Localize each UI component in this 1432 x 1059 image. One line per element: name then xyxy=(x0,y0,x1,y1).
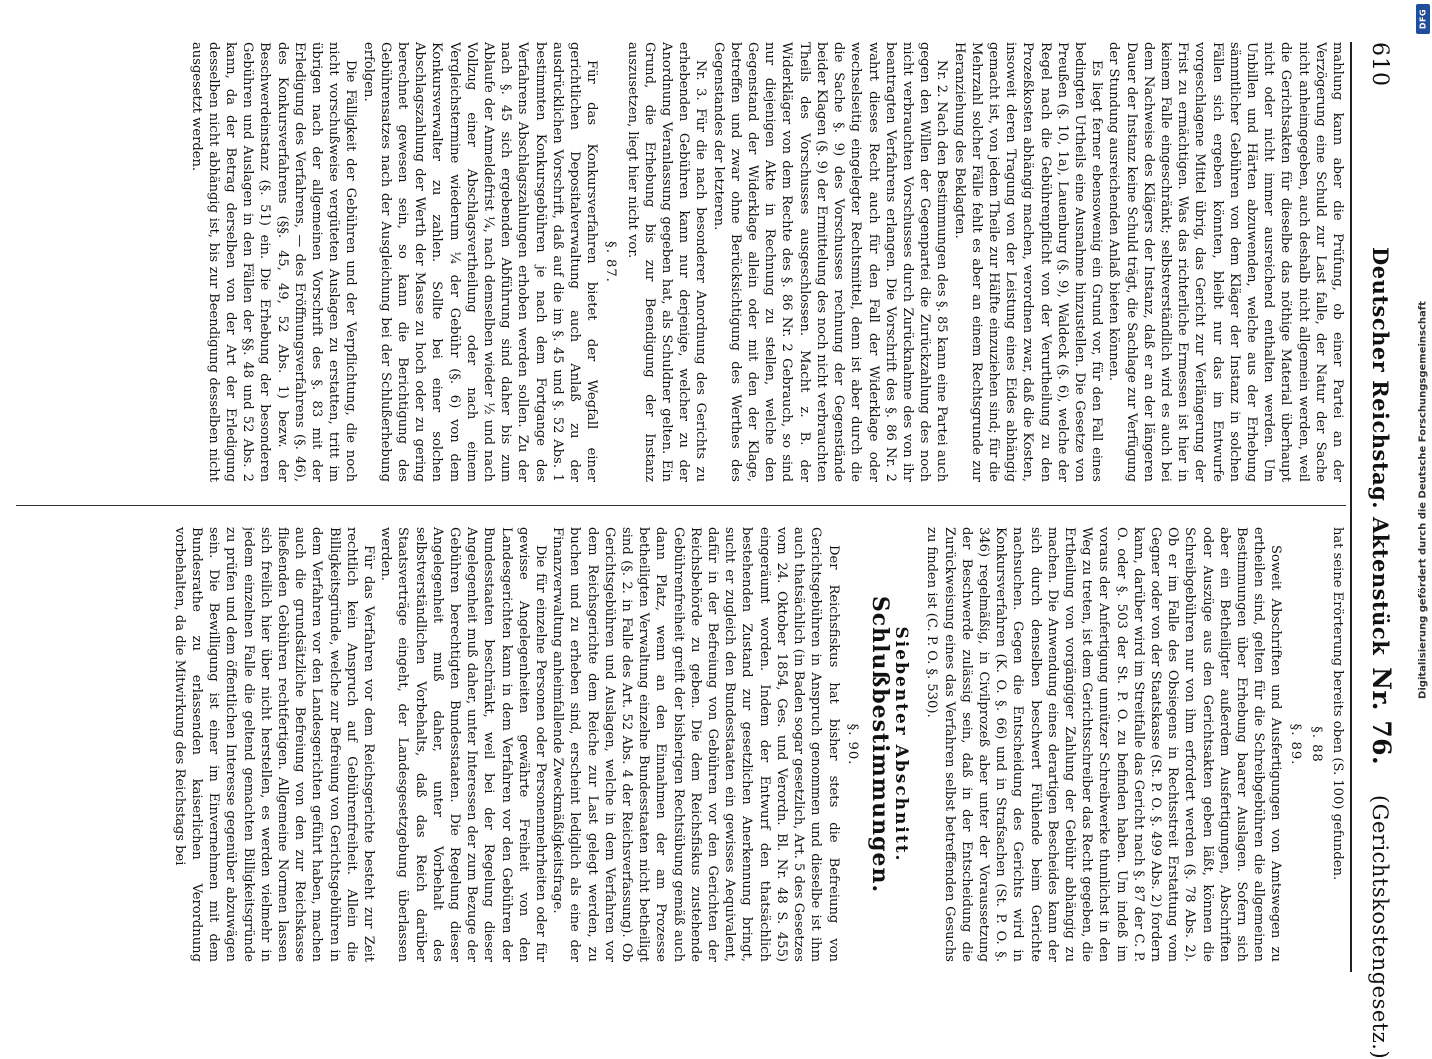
section-mark-90: §. 90. xyxy=(844,723,860,766)
aktenstueck-label: Aktenstück xyxy=(1368,516,1393,656)
digitization-notice-text: Digitalisierung gefördert durch die Deutsche Forschungsgemeinschaft xyxy=(1417,301,1429,699)
paragraph: Für das Verfahren vor dem Reichsgerichte besteht zur Zeit rechtlich kein Anspruch auf Gebührenfreiheit. Allein die Billigkeitsgründe, welche zur Befreiung von Gerichtsgebühren in dem Verfahren vor den Landesgerichten geführt haben, machen auch die grundsätzliche Befreiung von den zur Reichskasse fließenden Gebühren rechtfertigen. Allgemeine Normen lassen sich freilich hier über nicht herstellen, es werden vielmehr in jedem einzelnen Falle die geltend gemachten Billigkeitsgründe zu prüfen und dem öffentlichen Interesse gegenüber abzuwägen sein. Die Bewilligung ist einer im Einvernehmen mit dem Bundesrathe zu erlassenden kaiserlichen Verordnung vorbehalten, da die Mitwirkung des Reichstags bei xyxy=(171,527,377,962)
paragraph: Für das Konkursverfahren bietet der Wegfall einer gerichtlichen Depositalverwaltung auch Anlaß zu der ausdrücklichen Vorschrift, daß auf die im §. 45 und §. 52 Abs. 1 bestimmten Konkursgebühren je nach dem Fortgange des Verfahrens Abschlagszahlungen erhoben werden sollen. Zu der nach §. 45 sich ergebenden Abführung sind daher bis zum Ablaufe der Anmeldefrist ¼, nach demselben wieder ½ und nach Vollzug einer Abschlagsvertheilung oder nach einem Vergleichstermine wiederum ¼ der Gebühr (§. 6) von dem Konkursverwalter zu zahlen. Sollte bei einer solchen Abschlagszahlung der Werth der Masse zu hoch oder zu gering berechnet gewesen sein, so kann die Berichtigung des Gebührensatzes nach der Ausgleichung bei der Schlußerhebung erfolgen. xyxy=(360,42,600,482)
column-divider xyxy=(16,505,1346,506)
dfg-logo-text: DFG xyxy=(1418,8,1428,30)
section-mark-89: §. 89. xyxy=(1287,723,1303,766)
dfg-logo xyxy=(1416,4,1430,34)
page-number: 610 xyxy=(1367,42,1392,87)
running-title-text: Deutscher Reichstag. xyxy=(1368,247,1393,510)
paragraph: Es liegt ferner ebensowenig ein Grund vor, für den Fall eines bedingten Urtheils eine Ausnahme hinzustellen. Die Gesetze von Preußen (§. 10, 1a), Lauenburg (§. 9), Waldeck (§. 6), welche der Regel nach die Gebührenpflicht von der Verurtheilung zu den Prozeßkosten abhängig machen, verordnen zwar, daß die Kosten, insoweit deren Tragung von der Leistung eines Eides abhängig gemacht ist, von jedem Theile zur Hälfte einzuziehen sind; für die Mehrzahl solcher Fälle fehlt es aber an einem Rechtsgrunde zur Heranziehung des Beklagten. xyxy=(951,42,1105,482)
section-subtitle: Schlußbestimmungen. xyxy=(866,595,893,894)
paragraph: Der Reichsfiskus hat bisher stets die Befreiung von Gerichtsgebühren in Anspruch genommen und dieselbe ist ihm auch thatsächlich (in Baden sogar gesetzlich, Art. 5 des Gesetzes vom 24. Oktober 1854, Ges. und Verordn. Bl. Nr. 48 S. 455) eingeräumt worden. Indem der Entwurf den thatsächlich bestehenden Zustand zur gesetzlichen Anerkennung bringt, sucht er zugleich den Bundesstaaten ein gewisses Aequivalent, dafür in der Befreiung von Gebühren vor den Gerichten der Reichsbehörde zu geben. Die dem Reichsfiskus zustehende Gebührenfreiheit greift der bisherigen Rechtsübung gemäß auch dann Platz, wenn an den Einnahmen der am Prozesse betheiligten Verwaltung einzelne Bundesstaaten nicht betheiligt sind (§. 2. in Falle des Art. 52 Abs. 4 der Reichsverfassung). Ob Gerichtsgebühren und Auslagen, welche in dem Verfahren vor dem Reichsgerichte dem Reiche zur Last gelegt werden, zu buchen und zu erheben sind, erscheint lediglich als eine der Finanzverwaltung anheimfallende Zweckmäßigkeitsfrage. xyxy=(550,527,841,962)
paragraph: hat seine Erörterung bereits oben (S. 100) gefunden. xyxy=(1330,527,1345,881)
section-mark-88: §. 88 xyxy=(1308,726,1324,763)
running-title xyxy=(1367,247,1396,1059)
text-columns xyxy=(16,42,1346,972)
section-mark-87: §. 87. xyxy=(603,241,619,283)
left-column xyxy=(16,42,1346,482)
right-column xyxy=(16,527,1346,962)
document-number: Nr. 76. xyxy=(1367,667,1396,766)
document-page xyxy=(2,0,1412,1059)
paragraph: Die für einzelne Personen oder Personenmehrheiten oder für gewisse Angelegenheiten gewährte Freiheit von den Landesgerichten kann in dem Verfahren vor den Gebühren der Bundesstaaten beschränkt, weil bei der Regelung dieser Angelegenheit muß daher, unter Interessen der zum Bezuge der Gebühren berechtigten Bundesstaaten. Die Regelung dieser Angelegenheit muß daher, unter Vorbehalt des selbstverständlichen Vorbehalts, daß das Reich darüber Staatsverträge eingeht, der Landesgesetzgebung überlassen werden. xyxy=(378,527,549,962)
paragraph: Die Fälligkeit der Gebühren und der Verpflichtung, die noch nicht vorschußweise vergüteten Auslagen zu erstatten, tritt im übrigen nach der allgemeinen Vorschrift des §. 83 mit der Erledigung des Verfahrens, — des Eröffnungsverfahrens (§. 46), des Konkursverfahrens (§§. 45, 49, 52 Abs. 1) bezw. der Beschwerdeinstanz (§. 51) ein. Die Erhebung der besonderen Gebühren und Auslagen in den Fällen der §§. 48 und 52 Abs. 2 kann, da der Betrag derselben von der Art der Erledigung desselben nicht abhängig ist, bis zur Beendigung desselben nicht ausgesetzt werden. xyxy=(188,42,359,482)
section-title: Siebenter Abschnitt. xyxy=(891,626,912,863)
paragraph: Nr. 3. Für die nach besonderer Anordnung des Gerichts zu erhebenden Gebühren kann nur derjenige, welcher zu der Anordnung Veranlassung gegeben hat, als Schuldner gelten. Ein Grund, die Erhebung bis zur Beendigung der Instanz auszusetzen, liegt hier nicht vor. xyxy=(624,42,709,482)
paragraph: mahlung kann aber die Prüfung, ob einer Partei an der Verzögerung eine Schuld zur Last falle, der Natur der Sache nicht anheimgegeben, auch deshalb nicht allgemein werden, weil die Gerichtsakten für dieselbe das nöthige Material überhaupt nicht oder nicht immer ausreichend enthalten werden. Um Unbillen und Härten abzuwenden, welche aus der Erhebung sämmtlicher Gebühren von dem Kläger der Instanz in solchen Fällen sich ergeben könnten, bleibt nur das im Entwurfe vorgeschlagene Mittel übrig, das Gericht zur Verlängerung der Frist zu ermächtigen. Was das richterliche Ermessen ist hier in keinem Falle eingeschränkt; selbstverständlich wird es auch bei dem Nachweise des Klägers der Instanz, daß er an der längeren Dauer der Instanz keine Schuld trägt, die Sachlage zur Verfügung der Stundung ausreichenden Anlaß bieten können. xyxy=(1106,42,1345,482)
paragraph: Soweit Abschriften und Ausfertigungen von Amtswegen zu ertheilen sind, gelten für die Schreibgebühren die allgemeinen Bestimmungen über Erhebung baarer Auslagen. Sofern sich aber ein Betheiligter außerdem Ausfertigungen, Abschriften oder Auszüge aus den Gerichtsakten geben läßt, können die Schreibgebühren nur von ihm erfordert werden (§. 78 Abs. 2). Ob er im Falle des Obsiegens in Rechtsstreit Erstattung vom Gegner oder von der Staatskasse (St. P. O. §. 499 Abs. 2) fordern kann, darüber wird im Streitfalle das Gericht nach §. 87 der C. P. O. oder §. 503 der St. P. O. zu befinden haben. Um indeß im voraus der Anfertigung unnützer Schreibwerke thunlichst in den Weg zu treten, ist dem Gerichtsschreiber das Recht gegeben, die Ertheilung von vorgängiger Zahlung der Gebühr abhängig zu machen. Die Anwendung eines derartigen Bescheides kann der sich durch denselben beschwert Fühlende beim Gerichte nachsuchen. Gegen die Entscheidung des Gerichts wird in Konkursverfahren (K. O. §. 66) und in Strafsachen (St. P. O. §. 346) regelmäßig, in Civilprozeß aber unter der Voraussetzung der Beschwerde zulässig sein, daß in der Entscheidung die Zurückweisung eines das Verfahren selbst betreffenden Gesuchs zu finden ist (C. P. O. §. 530). xyxy=(924,527,1284,962)
page-header xyxy=(1350,42,1396,1059)
digitization-notice xyxy=(1414,0,1432,1000)
header-subtitle: (Gerichtskostengesetz.) xyxy=(1368,795,1392,1059)
paragraph: Nr. 2. Nach den Bestimmungen des §. 85 kann eine Partei auch gegen den Willen der Gegenpartei die Zurückzahlung des noch nicht verbrauchten Vorschusses durch Zurücknahme des von ihr beantragten Verfahrens erlangen. Die Vorschrift des §. 86 Nr. 2 wahrt dieses Recht auch für den Fall der Widerklage oder wechselseitig eingelegter Rechtsmittel, denn ist aber durch die die Sache §. 9) des Vorschusses rechnung der Gegenstände beider Klagen (§. 9) der Ermittelung des noch nicht verbrauchten Theils des Vorschusses ausgeschlossen. Macht z. B. der Widerkläger von dem Rechte des §. 86 Nr. 2 Gebrauch, so sind nur diejenigen Akte in Rechnung zu stellen, welche den Gegenstand der Widerklage allein oder mit den der Klage, betreffen und zwar ohne Berücksichtigung des Werthes des Gegenstandes der letzteren. xyxy=(710,42,950,482)
